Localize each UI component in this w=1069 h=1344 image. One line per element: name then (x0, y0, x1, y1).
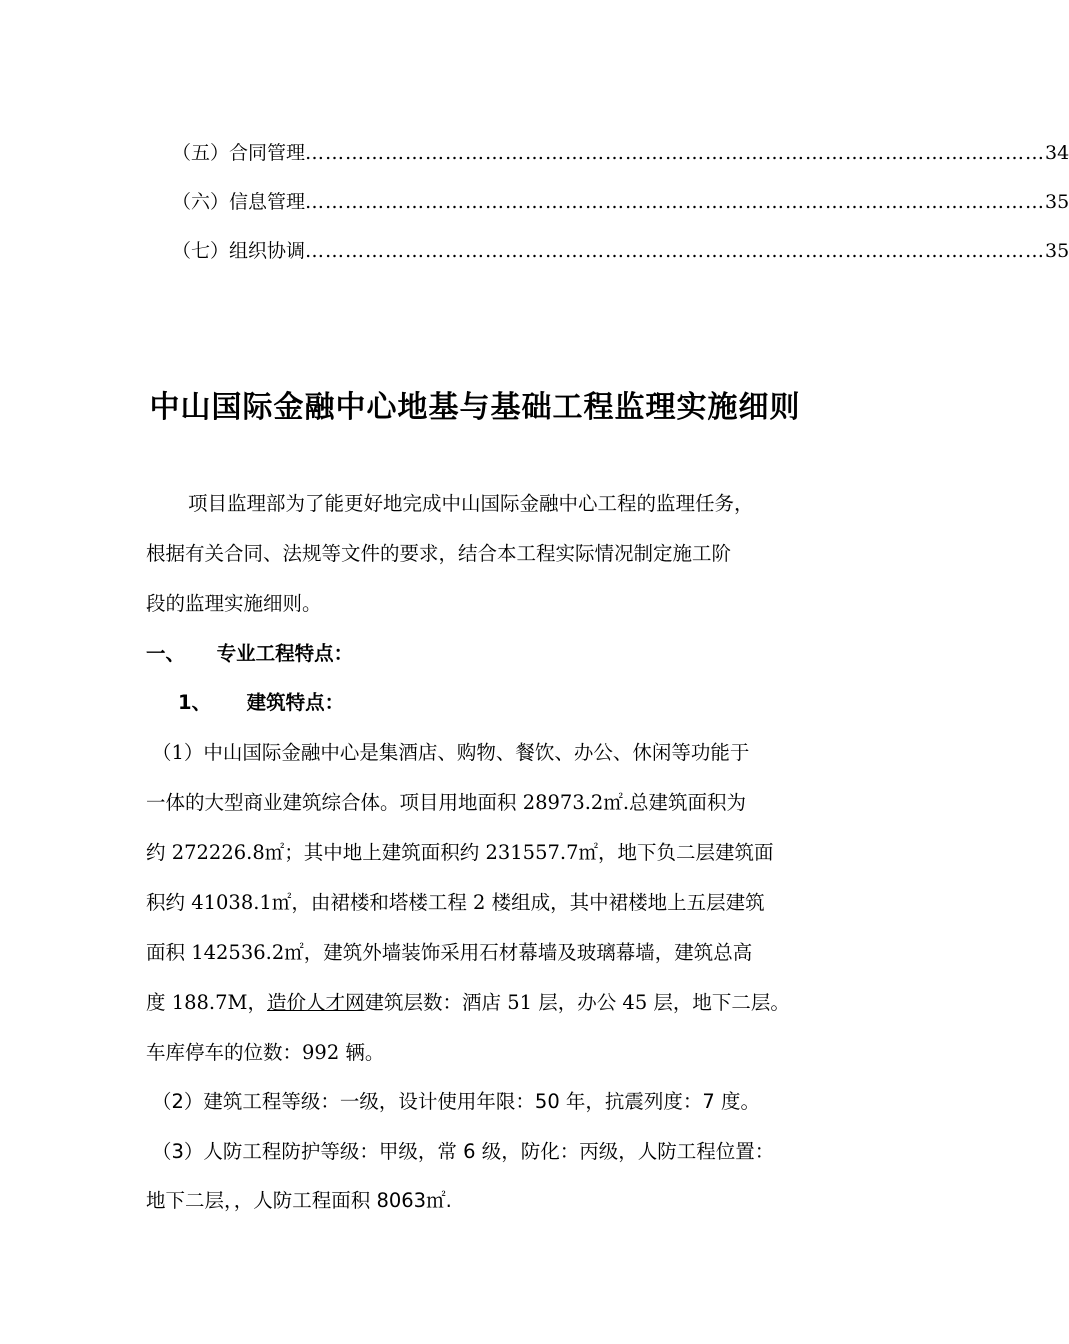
toc-entry-label: （七）组织协调 (172, 240, 306, 262)
intro-line: 段的监理实施细则。 (146, 592, 322, 615)
document-title: 中山国际金融中心地基与基础工程监理实施细则 (149, 390, 801, 425)
toc-entry-page: 35 (1045, 240, 1069, 262)
toc-entry-page: 35 (1045, 191, 1069, 213)
intro-line: 项目监理部为了能更好地完成中山国际金融中心工程的监理任务， (188, 492, 754, 515)
body-line: （1）中山国际金融中心是集酒店、购物、餐饮、办公、休闲等功能于 (152, 741, 750, 764)
body-line: （3）人防工程防护等级：甲级，常 6 级，防化：丙级，人防工程位置： (152, 1140, 775, 1163)
section-number: 一、 (146, 642, 186, 665)
underlined-link[interactable]: 造价人才网 (267, 991, 365, 1014)
body-line: （2）建筑工程等级：一级，设计使用年限：50 年，抗震列度：7 度。 (152, 1090, 761, 1113)
subsection-heading (178, 687, 344, 715)
body-line: 地下二层，，人防工程面积 8063㎡. (146, 1189, 452, 1212)
toc-dot-leader: ………………………………………………………………………………………………… (305, 142, 1046, 164)
intro-line: 根据有关合同、法规等文件的要求，结合本工程实际情况制定施工阶 (146, 542, 732, 565)
toc-entry (172, 236, 1069, 266)
toc-entry-label: （五）合同管理 (172, 142, 306, 164)
body-line: 约 272226.8㎡；其中地上建筑面积约 231557.7㎡，地下负二层建筑面 (146, 841, 774, 864)
toc-entry (172, 187, 1069, 217)
body-text: 建筑层数：酒店 51 层，办公 45 层，地下二层。 (364, 991, 790, 1014)
toc-dot-leader: ………………………………………………………………………………………………… (305, 191, 1046, 213)
body-line: 一体的大型商业建筑综合体。项目用地面积 28973.2㎡.总建筑面积为 (146, 791, 747, 814)
section-title: 专业工程特点： (216, 642, 354, 665)
toc-entry-label: （六）信息管理 (172, 191, 306, 213)
subsection-title: 建筑特点： (246, 691, 345, 714)
body-text: 度 188.7M， (146, 991, 267, 1014)
toc-entry (172, 138, 1069, 168)
section-heading (146, 638, 353, 666)
toc-dot-leader: ………………………………………………………………………………………………… (305, 240, 1046, 262)
subsection-number: 1、 (178, 691, 212, 714)
toc-entry-page: 34 (1045, 142, 1069, 164)
body-line: 车库停车的位数：992 辆。 (146, 1041, 385, 1064)
body-line (146, 987, 790, 1015)
body-line: 积约 41038.1㎡，由裙楼和塔楼工程 2 楼组成，其中裙楼地上五层建筑 (146, 891, 765, 914)
body-line: 面积 142536.2㎡，建筑外墙装饰采用石材幕墙及玻璃幕墙，建筑总高 (146, 941, 753, 964)
